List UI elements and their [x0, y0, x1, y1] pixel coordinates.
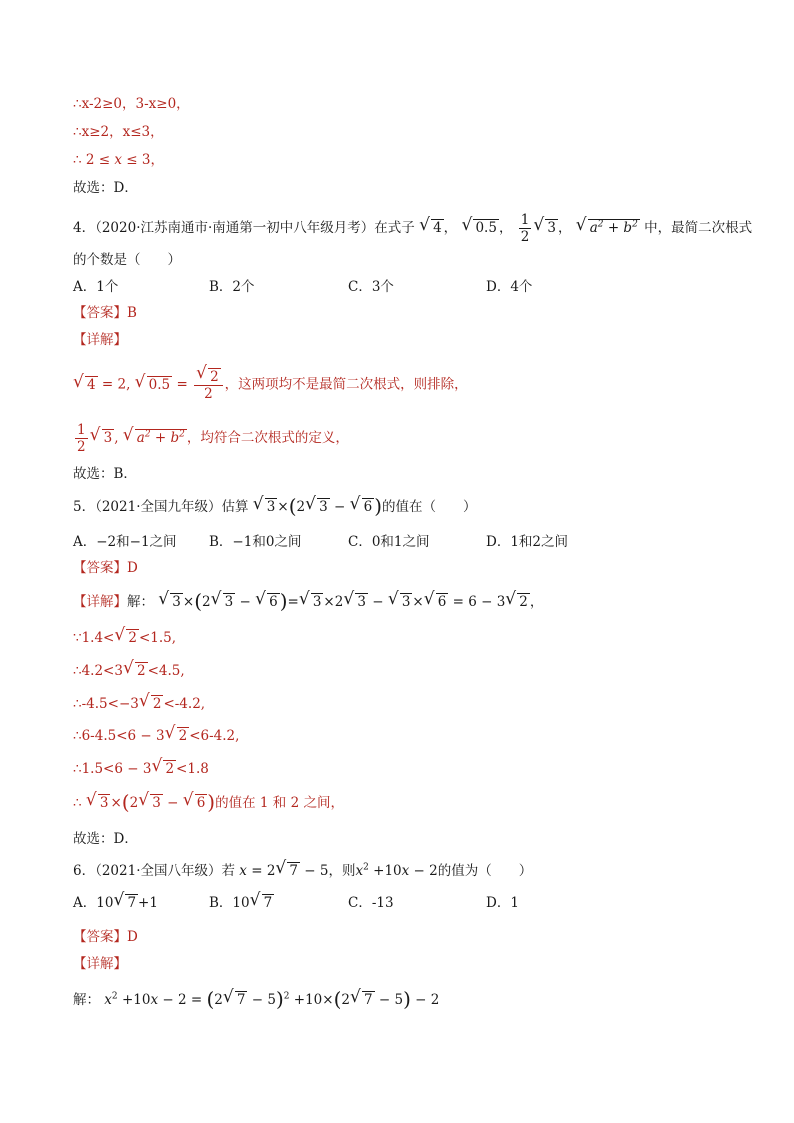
q5-option-c: C．0和1之间	[348, 534, 430, 550]
q5-step-3: ∴-4.5<−3√ 2 <-4.2,	[73, 694, 205, 714]
prev-conclusion: 故选：D．	[73, 180, 138, 196]
q5-stem: 5．（2021·全国九年级）估算 √ 3 ×(2√ 3 − √ 6 )的值在（ ）	[73, 497, 477, 517]
q6-stem: 6．（2021·全国八年级）若 x = 2√ 7 − 5，则$x^2 +10x - 2$的值为（ ）	[73, 861, 532, 881]
q5-answer: 【答案】D	[73, 560, 138, 576]
q5-step-2: ∴4.2<3√ 2 <4.5,	[73, 661, 185, 681]
q5-step-4: ∴6-4.5<6 − 3√ 2 <6-4.2,	[73, 726, 239, 746]
q4-option-d: D．4个	[486, 279, 533, 295]
q5-conclusion: 故选：D．	[73, 831, 138, 847]
q4-option-c: C．3个	[348, 279, 394, 295]
q6-detail: 解： $x^2 +10x - 2 = (2√$ 7 − 5)$^2$ +10×(2√ 7 − 5) − 2	[73, 990, 439, 1010]
q4-stem-line1: 4．（2020·江苏南通市·南通第一初中八年级月考）在式子 √ 4 ， √ 0.5 ， $\frac{1}{2}$ √ 3 ， √ $a^2 + b^2$ 中，最简二次根式	[73, 212, 752, 245]
q5-option-b: B．−1和0之间	[209, 534, 302, 550]
prev-step-2: ∴x≥2，x≤3，	[73, 124, 164, 140]
q4-option-b: B．2个	[209, 279, 255, 295]
prev-step-3: ∴ 2 ≤ x ≤ 3，	[73, 152, 164, 168]
q5-step-5: ∴1.5<6 − 3√ 2 <1.8	[73, 759, 209, 779]
q5-step-6: ∴ √ 3 ×(2√ 3 − √ 6 )的值在 1 和 2 之间，	[73, 793, 344, 813]
q6-option-b: B．10√ 7	[209, 893, 274, 913]
q6-detail-tag: 【详解】	[73, 956, 127, 972]
q6-option-c: C．-13	[348, 895, 394, 911]
q6-answer: 【答案】D	[73, 929, 138, 945]
q5-detail: 【详解】解： √ 3 ×(2√ 3 − √ 6 )=√ 3 ×2√ 3 − √ 3 ×√ 6 = 6 − 3√ 2 ，	[73, 592, 543, 612]
q4-detail-tag: 【详解】	[73, 332, 127, 348]
q5-option-a: A．−2和−1之间	[73, 534, 177, 550]
q4-detail-line2: $\frac{1}{2}$ √ 3 , √ $a^2 + b^2$ ，均符合二次根式的定义，	[73, 422, 349, 455]
q6-option-d: D．1	[486, 895, 519, 911]
q4-detail-line1: √ 4 = 2, √ 0.5 = √ $\frac{2}{2}$ ，这两项均不是最简二次根式，则排除，	[73, 368, 468, 402]
q4-conclusion: 故选：B．	[73, 466, 137, 482]
q4-stem-line2: 的个数是（ ）	[73, 252, 181, 268]
q5-step-1: ∵1.4<√ 2 <1.5,	[73, 628, 176, 648]
prev-step-1: ∴x-2≥0，3-x≥0，	[73, 96, 190, 112]
q4-answer: 【答案】B	[73, 305, 137, 321]
q6-option-a: A．10√ 7 +1	[73, 893, 158, 913]
q5-option-d: D．1和2之间	[486, 534, 569, 550]
q4-option-a: A．1个	[73, 279, 119, 295]
